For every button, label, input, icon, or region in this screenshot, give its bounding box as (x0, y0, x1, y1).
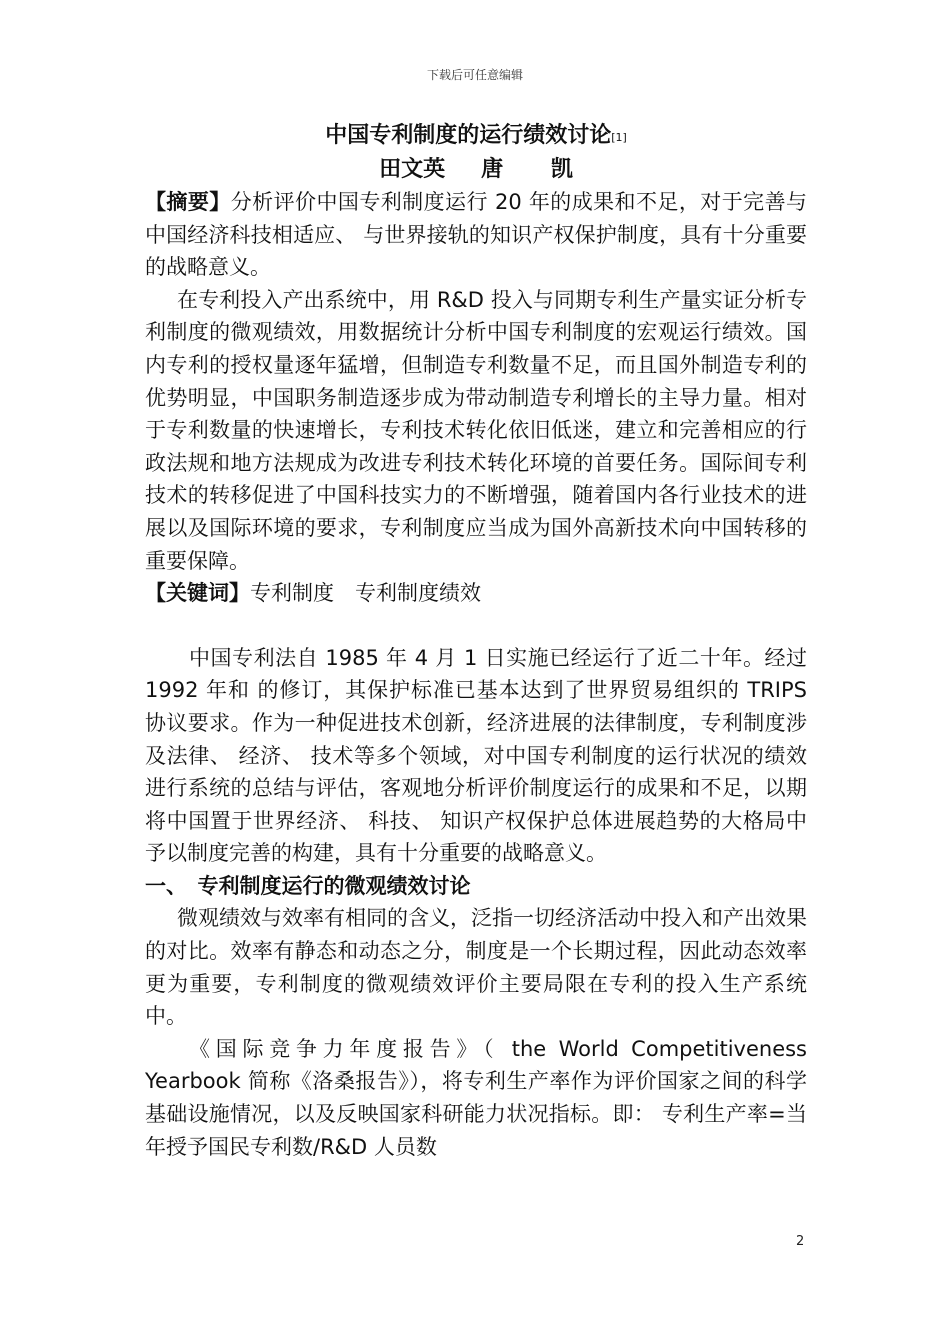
page-number: 2 (796, 1234, 805, 1249)
document-title (145, 118, 807, 154)
author-2: 唐 凯 (481, 157, 573, 182)
document-body (145, 118, 807, 1163)
section-1-paragraph-1: 微观绩效与效率有相同的含义，泛指一切经济活动中投入和产出效果的对比。效率有静态和动态之分，制度是一个长期过程，因此动态效率更为重要，专利制度的微观绩效评价主要局限在专利的投入生产系统中。 (145, 906, 807, 1029)
title-footnote-ref: [1] (611, 131, 627, 144)
abstract-text: 分析评价中国专利制度运行 20 年的成果和不足，对于完善与中国经济科技相适应、 与世界接轨的知识产权保护制度，具有十分重要的战略意义。 (145, 190, 808, 280)
authors-line (145, 154, 807, 186)
section-1-heading: 一、 专利制度运行的微观绩效讨论 (145, 873, 471, 898)
blank-line (145, 610, 807, 642)
keywords-paragraph (145, 577, 807, 610)
intro-paragraph: 中国专利法自 1985 年 4 月 1 日实施已经运行了近二十年。经过 1992 年和 的修订，其保护标准已基本达到了世界贸易组织的 TRIPS 协议要求。作为一种促进技术创新，经济进展的法律制度，专利制度涉及法律、 经济、 技术等多个领域，对中国专利制度的运行状况的绩效进行系统的总结与评估，客观地分析评价制度运行的成果和不足，以期将中国置于世界经济、 科技、 知识产权保护总体进展趋势的大格局中予以制度完善的构建，具有十分重要的战略意义。 (145, 645, 807, 866)
keywords-text: 专利制度 专利制度绩效 (250, 581, 481, 606)
abstract-paragraph-2: 在专利投入产出系统中，用 R&D 投入与同期专利生产量实证分析专利制度的微观绩效，用数据统计分析中国专利制度的宏观运行绩效。国内专利的授权量逐年猛增，但制造专利数量不足，而且国外制造专利的优势明显，中国职务制造逐步成为带动制造专利增长的主导力量。相对于专利数量的快速增长，专利技术转化依旧低迷，建立和完善相应的行政法规和地方法规成为改进专利技术转化环境的首要任务。国际间专利技术的转移促进了中国科技实力的不断增强，随着国内各行业技术的进展以及国际环境的要求，专利制度应当成为国外高新技术向中国转移的重要保障。 (145, 287, 807, 573)
abstract-label: 【摘要】 (145, 190, 231, 214)
title-text: 中国专利制度的运行绩效讨论 (325, 123, 612, 148)
section-1-paragraph-2: 《国际竞争力年度报告》（ the World Competitiveness Yearbook 简称《洛桑报告》），将专利生产率作为评价国家之间的科学基础设施情况，以及反映国家科研能力状况指标。即： 专利生产率=当年授予国民专利数/R&D 人员数 (145, 1036, 807, 1159)
keywords-label: 【关键词】 (145, 581, 250, 606)
abstract-paragraph (145, 186, 807, 284)
author-1: 田文英 (379, 157, 446, 182)
page-header: 下载后可任意编辑 (426, 68, 523, 82)
